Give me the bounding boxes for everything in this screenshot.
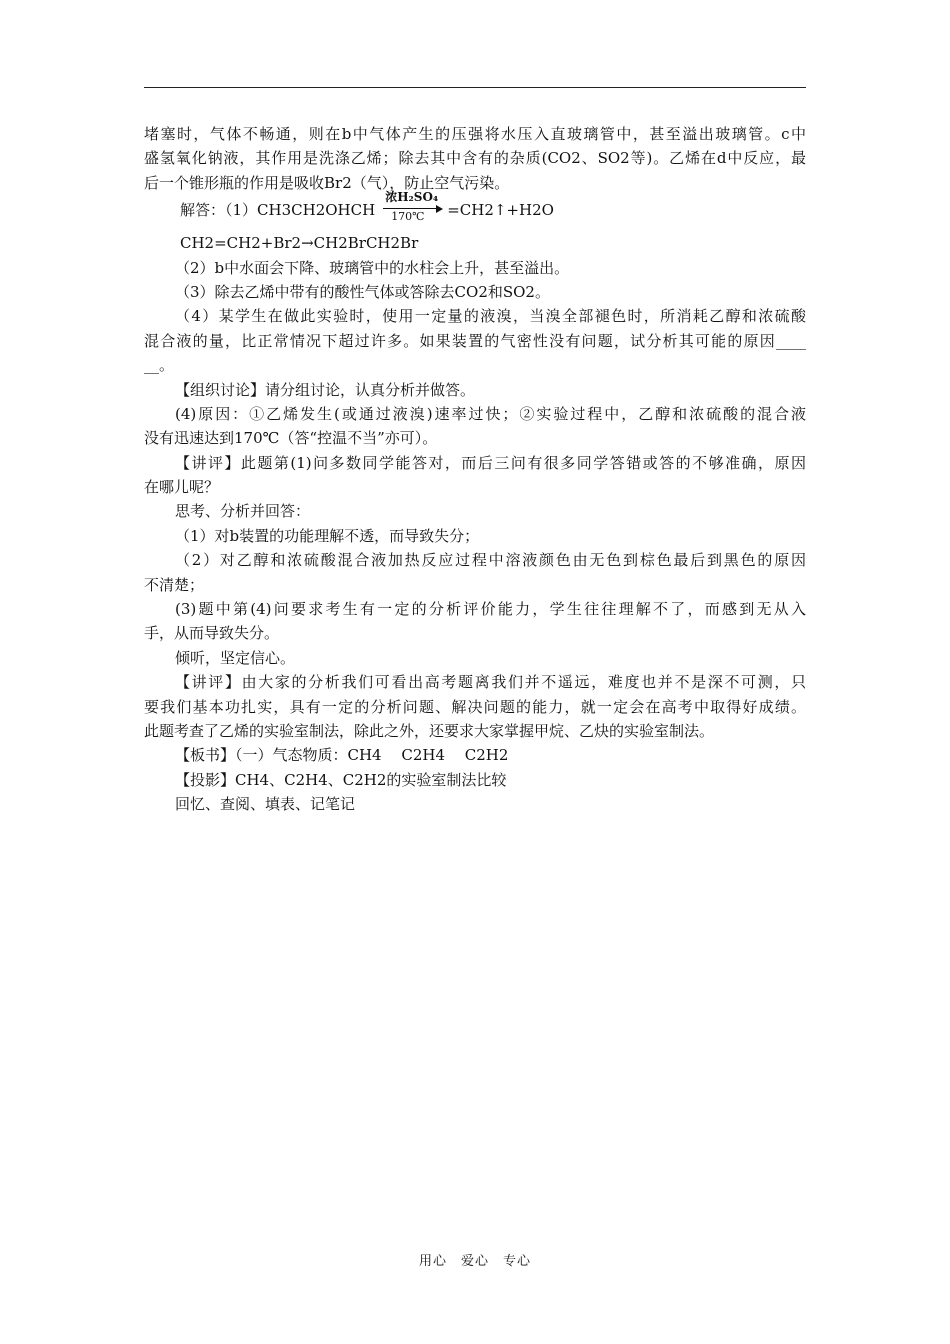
text-line: 【板书】（一）气态物质：CH4 C2H4 C2H2: [175, 746, 509, 765]
text-line: 在哪儿呢？: [144, 478, 220, 497]
text-line: 手，从而导致失分。: [144, 624, 280, 643]
arrow-icon: [383, 208, 437, 209]
page-footer: 用心 爱心 专心: [418, 1254, 531, 1269]
text-line: 【组织讨论】请分组讨论，认真分析并做答。: [175, 380, 476, 399]
text-line: 此题考查了乙烯的实验室制法，除此之外，还要求大家掌握甲烷、乙炔的实验室制法。: [144, 721, 715, 740]
reaction-condition-bottom: 170℃: [391, 210, 425, 224]
text-line: CH2=CH2+Br2→CH2BrCH2Br: [180, 234, 419, 253]
text-line: （2）b中水面会下降、玻璃管中的水柱会上升，甚至溢出。: [175, 258, 570, 277]
reaction-condition-top: 浓H₂SO₄: [385, 190, 439, 205]
text-line: （3）除去乙烯中带有的酸性气体或答除去CO2和SO2。: [175, 282, 550, 301]
text-line: 堵塞时，气体不畅通，则在b中气体产生的压强将水压入直玻璃管中，甚至溢出玻璃管。c中: [144, 125, 806, 143]
text-line: 回忆、查阅、填表、记笔记: [175, 795, 356, 814]
text-line: (3)题中第(4)问要求考生有一定的分析评价能力，学生往往理解不了，而感到无从入: [175, 600, 806, 619]
text-line: 后一个锥形瓶的作用是吸收Br2（气），防止空气污染。: [144, 173, 510, 192]
text-line: 【投影】CH4、C2H4、C2H2的实验室制法比较: [175, 770, 507, 789]
text-line: 盛氢氧化钠液，其作用是洗涤乙烯；除去其中含有的杂质(CO2、SO2等)。乙烯在d中反应，最: [144, 149, 806, 168]
header-rule: [144, 87, 806, 88]
text-line: 混合液的量，比正常情况下超过许多。如果装置的气密性没有问题，试分析其可能的原因____: [144, 331, 806, 350]
reaction-arrow: [383, 192, 441, 222]
text-line: 要我们基本功扎实，具有一定的分析问题、解决问题的能力，就一定会在高考中取得好成绩。: [144, 697, 806, 716]
text-line: (4)原因：①乙烯发生(或通过液溴)速率过快；②实验过程中，乙醇和浓硫酸的混合液: [175, 404, 806, 423]
answer-equation: [144, 190, 806, 231]
equation-prefix: 解答：（1）CH3CH2OHCH: [180, 201, 376, 220]
text-line: 思考、分析并回答：: [175, 502, 311, 521]
text-line: 没有迅速达到170℃（答“控温不当”亦可）。: [144, 429, 438, 448]
text-line: __。: [144, 356, 175, 375]
text-line: 【讲评】由大家的分析我们可看出高考题离我们并不遥远，难度也并不是深不可测，只: [175, 673, 806, 692]
text-line: （1）对b装置的功能理解不透，而导致失分；: [175, 526, 480, 545]
text-line: （2）对乙醇和浓硫酸混合液加热反应过程中溶液颜色由无色到棕色最后到黑色的原因: [175, 551, 806, 570]
text-line: 【讲评】此题第(1)问多数同学能答对，而后三问有很多同学答错或答的不够准确，原因: [175, 453, 806, 472]
text-line: （4）某学生在做此实验时，使用一定量的液溴，当溴全部褪色时，所消耗乙醇和浓硫酸: [175, 307, 806, 326]
text-line: 不清楚；: [144, 575, 205, 594]
equation-suffix: =CH2↑+H2O: [447, 201, 554, 220]
text-line: 倾听，坚定信心。: [175, 648, 296, 667]
document-body: [144, 122, 806, 817]
